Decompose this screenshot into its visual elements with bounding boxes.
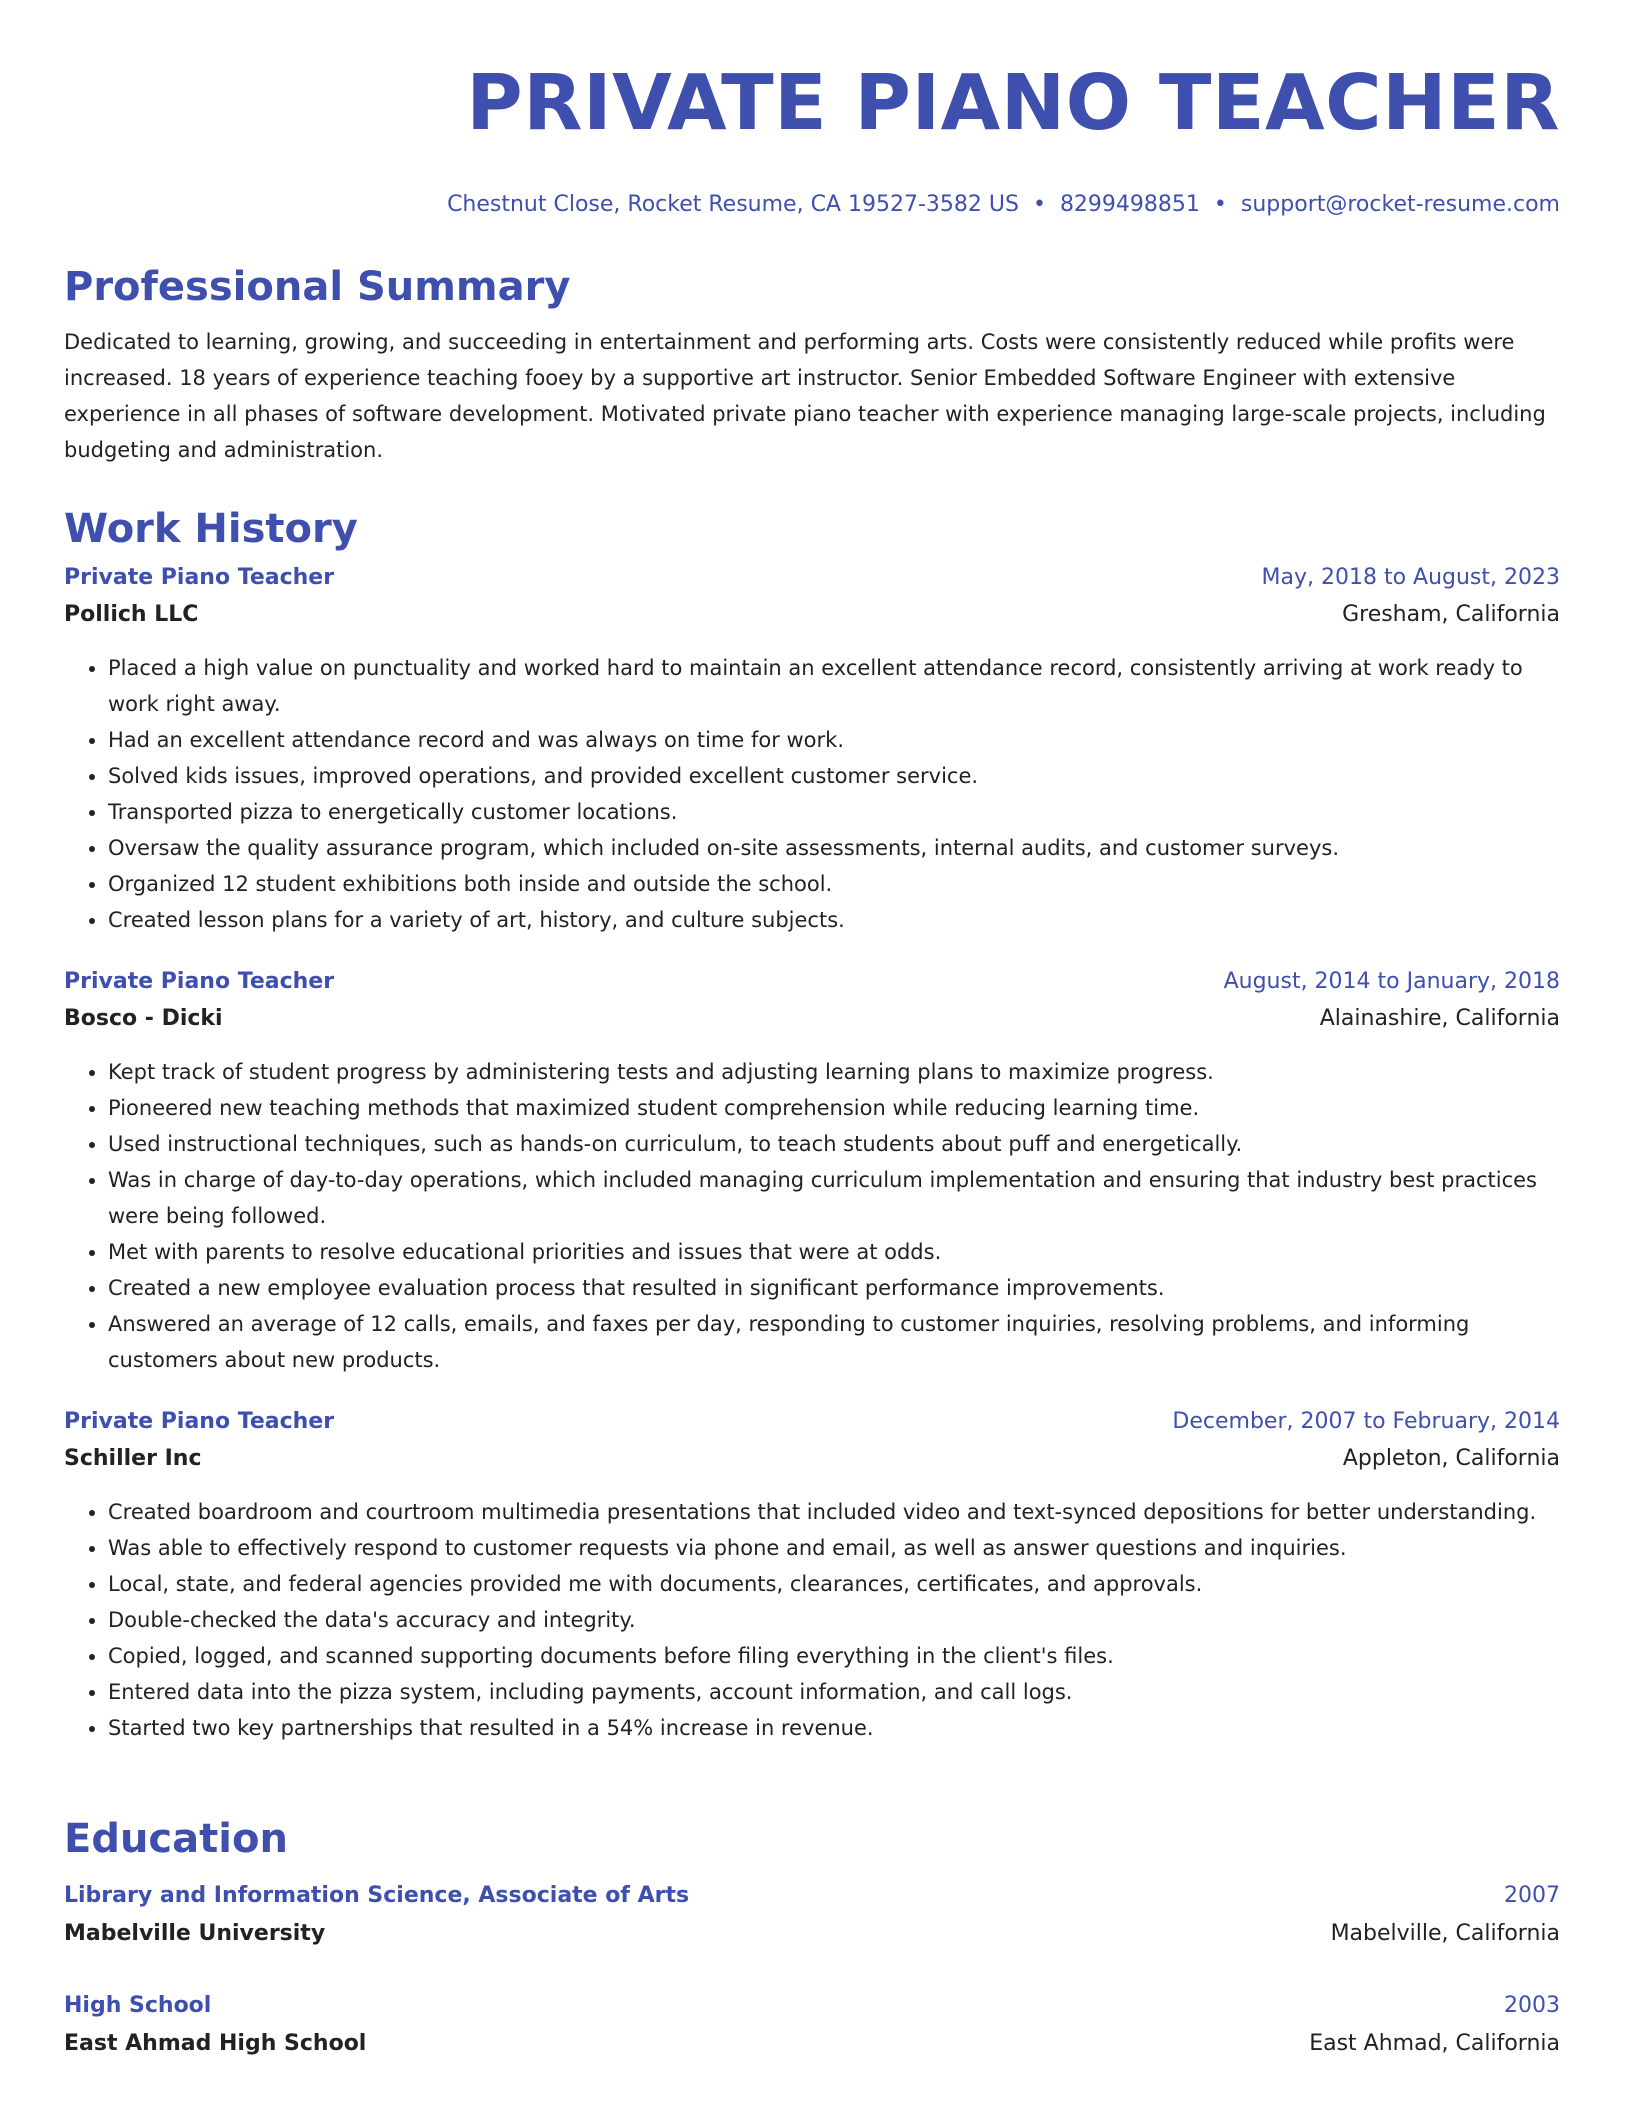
school-location: East Ahmad, California [1309,2031,1560,2056]
education-entry [64,1878,1560,1954]
job-bullets [64,1054,1560,1378]
job-bullets [64,1494,1560,1746]
list-item: • Had an excellent attendance record and was always on time for work. [108,722,1560,758]
job-dates: May, 2018 to August, 2023 [1261,565,1560,590]
school-name: East Ahmad High School [64,2031,367,2056]
list-item: • Started two key partnerships that resulted in a 54% increase in revenue. [108,1710,1560,1746]
degree-title: High School [64,1993,212,2018]
contact-line [64,190,1560,220]
employer-name: Pollich LLC [64,602,199,627]
list-item: • Placed a high value on punctuality and worked hard to maintain an excellent attendance record, consistently arriving at work ready to work right away. [108,650,1560,722]
section-title-summary: Professional Summary [64,264,571,310]
page-title: PRIVATE PIANO TEACHER [466,59,1560,148]
school-name: Mabelville University [64,1921,326,1946]
address: Chestnut Close, Rocket Resume, CA 19527-3582 US [447,192,1019,217]
section-title-education: Education [64,1816,288,1862]
list-item: • Copied, logged, and scanned supporting documents before filing everything in the client's files. [108,1638,1560,1674]
job-location: Alainashire, California [1319,1006,1560,1031]
list-item: • Met with parents to resolve educational priorities and issues that were at odds. [108,1234,1560,1270]
list-item: • Used instructional techniques, such as hands-on curriculum, to teach students about puff and energetically. [108,1126,1560,1162]
list-item: • Created lesson plans for a variety of art, history, and culture subjects. [108,902,1560,938]
list-item: • Kept track of student progress by administering tests and adjusting learning plans to maximize progress. [108,1054,1560,1090]
list-item: • Pioneered new teaching methods that maximized student comprehension while reducing learning time. [108,1090,1560,1126]
degree-title: Library and Information Science, Associate of Arts [64,1883,690,1908]
list-item: • Transported pizza to energetically customer locations. [108,794,1560,830]
separator: • [1213,192,1227,217]
employer-name: Schiller Inc [64,1446,202,1471]
list-item: • Double-checked the data's accuracy and integrity. [108,1602,1560,1638]
list-item: • Created boardroom and courtroom multimedia presentations that included video and text-synced depositions for better understanding. [108,1494,1560,1530]
graduation-year: 2003 [1504,1993,1560,2018]
list-item: • Was able to effectively respond to customer requests via phone and email, as well as answer questions and inquiries. [108,1530,1560,1566]
job-location: Gresham, California [1342,602,1560,627]
job-title: Private Piano Teacher [64,1409,335,1434]
section-title-work-history: Work History [64,506,358,552]
school-location: Mabelville, California [1330,1921,1560,1946]
list-item: • Oversaw the quality assurance program, which included on-site assessments, internal audits, and customer surveys. [108,830,1560,866]
job-entry [64,964,1560,1378]
list-item: • Local, state, and federal agencies provided me with documents, clearances, certificates, and approvals. [108,1566,1560,1602]
list-item: • Organized 12 student exhibitions both inside and outside the school. [108,866,1560,902]
job-title: Private Piano Teacher [64,969,335,994]
resume-page [64,0,1560,2056]
job-dates: August, 2014 to January, 2018 [1223,969,1560,994]
email-link[interactable]: support@rocket-resume.com [1240,192,1560,217]
resume-header [64,0,1560,220]
separator: • [1032,192,1046,217]
list-item: • Answered an average of 12 calls, emails, and faxes per day, responding to customer inquiries, resolving problems, and informing customers about new products. [108,1306,1560,1378]
list-item: • Entered data into the pizza system, including payments, account information, and call logs. [108,1674,1560,1710]
list-item: • Created a new employee evaluation process that resulted in significant performance improvements. [108,1270,1560,1306]
job-title: Private Piano Teacher [64,565,335,590]
graduation-year: 2007 [1504,1883,1560,1908]
job-entry [64,560,1560,938]
education-entry [64,1988,1560,2064]
summary-section [64,262,1560,489]
education-section [64,1814,1560,2064]
employer-name: Bosco - Dicki [64,1006,223,1031]
job-bullets [64,650,1560,938]
list-item: • Was in charge of day-to-day operations, which included managing curriculum implementation and ensuring that industry best practices were being followed. [108,1162,1560,1234]
phone: 8299498851 [1059,192,1200,217]
job-entry [64,1404,1560,1746]
list-item: • Solved kids issues, improved operations, and provided excellent customer service. [108,758,1560,794]
work-history-section [64,504,1560,1764]
summary-text: Dedicated to learning, growing, and succeeding in entertainment and performing arts. Costs were consistently reduced while profits were increased. 18 years of experience teaching fooey by a supportive art instructor. Senior Embedded Software Engineer with extensive experience in all phases of software development. Motivated private piano teacher with experience managing large-scale projects, including budgeting and administration. [64,330,1546,462]
job-dates: December, 2007 to February, 2014 [1172,1409,1560,1434]
job-location: Appleton, California [1342,1446,1560,1471]
